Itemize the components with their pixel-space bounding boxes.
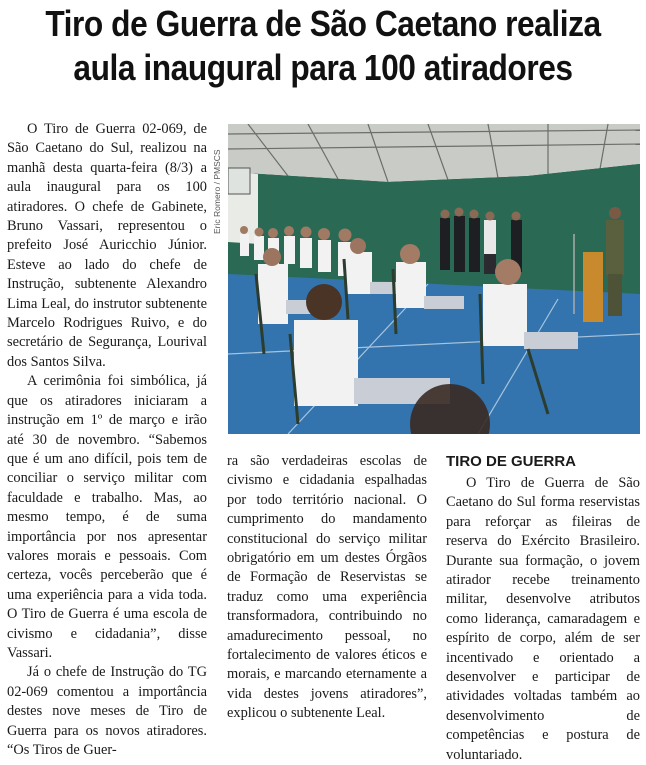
- paragraph: O Tiro de Guerra de São Caetano do Sul forma reservistas para reforçar as fileiras de reserva do Exército Brasileiro. Durante sua formação, o jovem atirador recebe treinamento militar, desenvolve atributos como liderança, camaradagem e espírito de corpo, além de ser incentivado e orientado a desenvolver e participar de atividades voltadas também ao desenvolvimento de competências e postura de voluntariado.: [446, 475, 640, 763]
- paragraph: A cerimônia foi simbólica, já que os atiradores iniciaram a instrução em 1º de março e irão até 30 de novembro. “Sabemos que é um ano difícil, pois tem de conciliar o serviço militar com faculdade e trabalho. Mas, ao mesmo tempo, é de suma importância por nos apresentar valores morais e pessoais. Com certeza, vocês perceberão que é uma experiência para a vida toda. O Tiro de Guerra é uma escola de civismo e cidadania”, disse Vassari.: [7, 373, 207, 661]
- paragraph: Já o chefe de Instrução do TG 02-069 comentou a importância destes nove meses de Tiro de Guerra para os novos atiradores. “Os Tiros de Guer-: [7, 664, 207, 758]
- headline-line-1: Tiro de Guerra de São Caetano realiza: [45, 3, 601, 44]
- article-column-3: [446, 452, 640, 765]
- article-column-1: [7, 120, 207, 760]
- photo-credit: Eric Romero / PMSCS: [212, 149, 222, 234]
- section-subhead: TIRO DE GUERRA: [446, 453, 577, 470]
- article-column-2: [227, 452, 427, 724]
- paragraph: ra são verdadeiras escolas de civismo e cidadania espalhadas por todo território nacional. O cumprimento do mandamento constitucional do serviço militar obrigatório em um destes Órgãos de Formação de Reservistas se traduz como uma experiência transformadora, contribuindo no amadurecimento pessoal, no fortalecimento de valores éticos e morais, e marcando eternamente a vida destes jovens atiradores”, explicou o subtenente Leal.: [227, 453, 427, 722]
- article-photo: [228, 124, 640, 434]
- headline-line-2: aula inaugural para 100 atiradores: [73, 47, 573, 88]
- headline: [39, 2, 607, 90]
- gymnasium-ceremony-photo: [228, 124, 640, 434]
- paragraph: O Tiro de Guerra 02-069, de São Caetano do Sul, realizou na manhã desta quarta-feira (8/3) a aula inaugural para os 100 atiradores. O chefe de Gabinete, Bruno Vassari, representou o prefeito José Auricchio Júnior. Esteve ao lado do chefe de Instrução, subtenente Alexandro Lima Leal, do instrutor subtenente Marcelo Rodrigues Ruivo, e do secretário de Segurança, Lourival dos Santos Silva.: [7, 121, 207, 370]
- speaker-uniform: [606, 220, 624, 275]
- official-white-shirt: [484, 220, 496, 254]
- lectern: [583, 252, 603, 322]
- scoreboard: [228, 168, 250, 194]
